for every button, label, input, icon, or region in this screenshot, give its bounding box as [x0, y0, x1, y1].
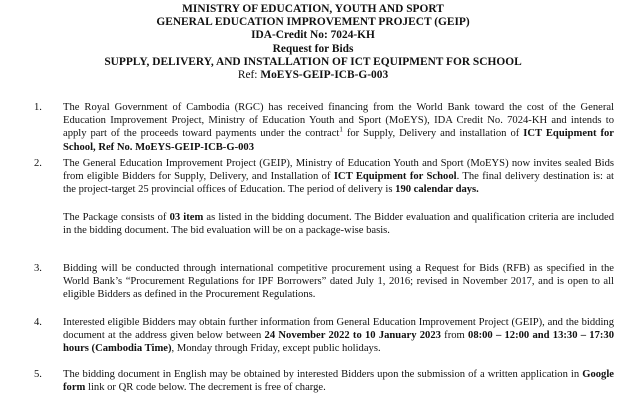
emphasis: Google form — [63, 369, 614, 394]
clause-2 — [0, 157, 626, 262]
credit-number: IDA-Credit No: 7024-KH — [251, 29, 375, 42]
clause-text: The bidding document in English may be obtained by interested Bidders upon the submission of a written application in Google form link or QR code below. The decrement is free of charge. — [63, 369, 614, 394]
reference-label: Ref: — [237, 69, 261, 82]
notice-title: SUPPLY, DELIVERY, AND INSTALLATION OF ICT EQUIPMENT FOR SCHOOL — [104, 55, 522, 68]
clause-1 — [0, 101, 626, 157]
footnote-marker: 1 — [339, 125, 343, 134]
clause-3 — [0, 262, 626, 316]
clause-number: 2. — [34, 158, 42, 169]
emphasis: ICT Equipment for School — [63, 128, 614, 153]
clause-4 — [0, 316, 626, 368]
clause-5 — [0, 368, 626, 394]
request-for-bids-label: Request for Bids — [272, 42, 354, 55]
numbered-clauses — [0, 101, 626, 394]
emphasis: ICT Equipment for School — [333, 171, 457, 183]
notice-header — [0, 0, 626, 82]
clause-text-paragraph-2: The Package consists of 03 item as listed in the bidding document. The Bidder evaluation and qualification criteria are included in the bidding document. The bid evaluation will be on a package-wise basis. — [63, 211, 614, 236]
reference-number: MoEYS-GEIP-ICB-G-003 — [260, 69, 389, 82]
clause-text: Bidding will be conducted through international competitive procurement using a Request for Bids (RFB) as specified in the World Bank’s “Procurement Regulations for IPF Borrowers” dated July 1, 2016; revised in November 2017, and is open to all eligible Bidders as defined in the Procurement Regulations. — [63, 263, 614, 301]
clause-number: 4. — [34, 317, 42, 328]
emphasis: Ref No. MoEYS-GEIP-ICB-G-003 — [98, 141, 254, 153]
emphasis: 24 November 2022 to 10 January 2023 — [264, 330, 441, 342]
emphasis: 03 item — [169, 211, 204, 223]
ministry-title: MINISTRY OF EDUCATION, YOUTH AND SPORT — [182, 3, 444, 15]
clause-text: Interested eligible Bidders may obtain further information from General Education Improvement Project (GEIP), and the bidding document at the address given below between 24 November 2022 to 10 January 2023 from 08:00 – 12:00 and 13:30 – 17:30 hours (Cambodia Time), Monday through Friday, except public holidays. — [63, 317, 614, 355]
clause-number: 1. — [34, 102, 42, 113]
emphasis: 08:00 – 12:00 and 13:30 – 17:30 hours (Cambodia Time) — [63, 330, 614, 355]
emphasis: 190 calendar days. — [395, 184, 479, 196]
clause-number: 3. — [34, 263, 42, 274]
project-title: GENERAL EDUCATION IMPROVEMENT PROJECT (GEIP) — [156, 16, 470, 29]
clause-text: The General Education Improvement Project (GEIP), Ministry of Education Youth and Sport (MoEYS) now invites sealed Bids from eligible Bidders for Supply, Delivery, and Installation of ICT Equipment for School. The final delivery destination is: at the project-target 25 provincial offices of Education. The period of delivery is 190 calendar days. — [63, 158, 614, 196]
clause-number: 5. — [34, 369, 42, 380]
clause-text: The Royal Government of Cambodia (RGC) has received financing from the World Bank toward the cost of the General Education Improvement Project, Ministry of Education Youth and Sport (MoEYS), IDA Credit No. 7024-KH and intends to apply part of the proceeds toward payments under the contract$^1$ for Supply, Delivery and installation of ICT Equipment for School, Ref No. MoEYS-GEIP-ICB-G-003 — [63, 102, 614, 153]
reference-line — [0, 69, 626, 82]
